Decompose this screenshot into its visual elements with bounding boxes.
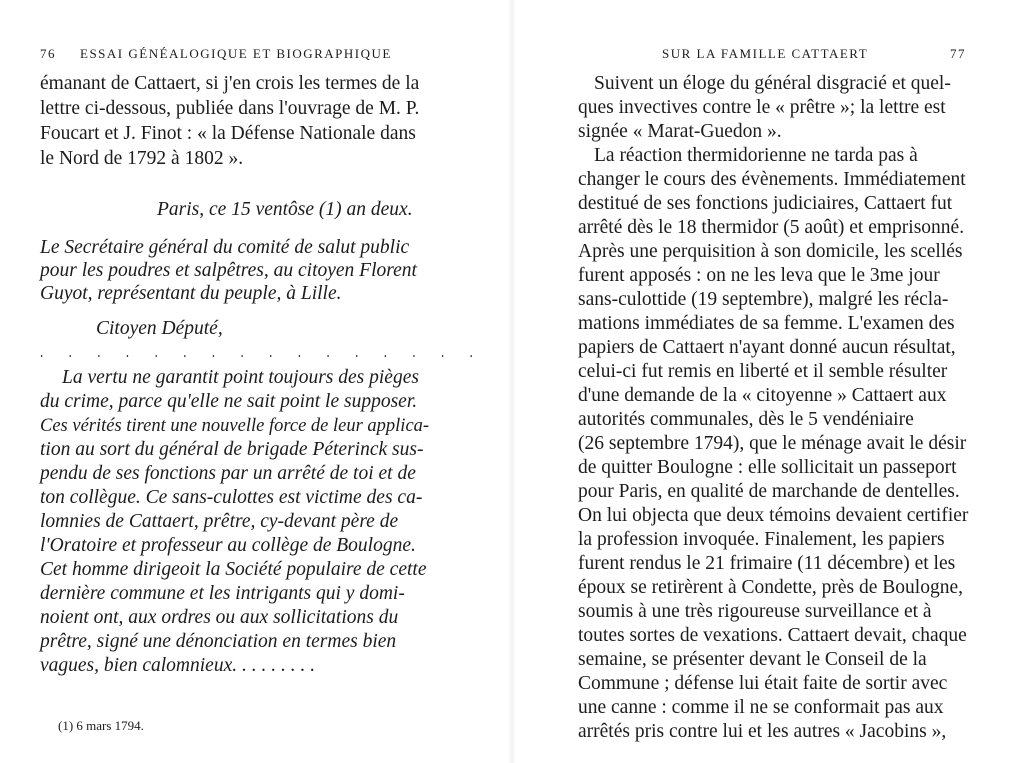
letter-salutation: Citoyen Député, — [96, 318, 223, 339]
body-line: On lui objecta que deux témoins devaient certifier — [578, 505, 969, 526]
footnote: (1) 6 mars 1794. — [58, 718, 144, 733]
body-line: soumis à une très rigoureuse surveillance et à — [578, 601, 932, 622]
body-line: époux se retirèrent à Condette, près de Boulogne, — [578, 577, 964, 598]
body-line: Commune ; défense lui était faite de sortir avec — [578, 673, 948, 694]
address-line: Guyot, représentant du peuple, à Lille. — [40, 283, 342, 304]
body-line: Après une perquisition à son domicile, les scellés — [578, 241, 963, 262]
body-line: (26 septembre 1794), que le ménage avait le désir — [578, 433, 967, 454]
body-line: la profession invoquée. Finalement, les papiers — [578, 529, 945, 550]
left-running-head: ESSAI GÉNÉALOGIQUE ET BIOGRAPHIQUE — [80, 46, 392, 61]
body-line: semaine, se présenter devant le Conseil de la — [578, 649, 927, 670]
body-line: sans-culottide (19 septembre), malgré les récla- — [578, 289, 949, 310]
letter-line: Cet homme dirigeoit la Société populaire de cette — [40, 559, 427, 580]
body-line: toutes sortes de vexations. Cattaert devait, chaque — [578, 625, 967, 646]
body-line: changer le cours des évènements. Immédiatement — [578, 169, 966, 190]
body-line: destitué de ses fonctions judiciaires, Cattaert fut — [578, 193, 953, 214]
letter-line: pendu de ses fonctions par un arrêté de toi et de — [40, 463, 416, 484]
right-page-number: 77 — [950, 46, 966, 61]
letter-line: tion au sort du général de brigade Péterinck sus- — [40, 439, 424, 460]
address-line: Le Secrétaire général du comité de salut public — [40, 237, 410, 258]
body-line: mations immédiates de sa femme. L'examen des — [578, 313, 955, 334]
body-line: pour Paris, en qualité de marchande de dentelles. — [578, 481, 960, 502]
intro-line: émanant de Cattaert, si j'en crois les termes de la — [40, 73, 420, 94]
body-line: d'une demande de la « citoyenne » Cattaert aux — [578, 385, 947, 406]
letter-line: du crime, parce qu'elle ne sait point le supposer. — [40, 391, 418, 412]
letter-line: Ces vérités tirent une nouvelle force de leur applica- — [40, 416, 430, 436]
letter-line: l'Oratoire et professeur au collège de Boulogne. — [40, 535, 416, 556]
letter-line: ton collègue. Ce sans-culottes est victime des ca- — [40, 487, 423, 508]
letter-line: dernière commune et les intrigants qui y domi- — [40, 583, 405, 604]
body-line: furent apposés : on ne les leva que le 3me jour — [578, 265, 940, 286]
body-line: furent rendus le 21 frimaire (11 décembre) et les — [578, 553, 956, 574]
address-line: pour les poudres et salpêtres, au citoyen Florent — [40, 260, 417, 281]
body-line: Suivent un éloge du général disgracié et quel- — [594, 73, 951, 94]
intro-line: Foucart et J. Finot : « la Défense Nationale dans — [40, 123, 416, 144]
letter-line: noient ont, aux ordres ou aux sollicitations du — [40, 607, 399, 628]
body-line: celui-ci fut remis en liberté et il semble résulter — [578, 361, 948, 382]
body-line: autorités communales, dès le 5 vendéniaire — [578, 409, 914, 430]
right-running-head: SUR LA FAMILLE CATTAERT — [662, 46, 869, 61]
intro-line: le Nord de 1792 à 1802 ». — [40, 148, 244, 169]
body-line: arrêté dès le 18 thermidor (5 août) et emprisonné. — [578, 217, 965, 238]
body-line: ques invectives contre le « prêtre »; la lettre est — [578, 97, 946, 118]
intro-line: lettre ci-dessous, publiée dans l'ouvrage de M. P. — [40, 98, 420, 119]
body-line: signée « Marat-Guedon ». — [578, 121, 782, 142]
body-line: arrêtés pris contre lui et les autres « Jacobins », — [578, 721, 947, 742]
left-page-number: 76 — [40, 46, 56, 61]
body-line: La réaction thermidorienne ne tarda pas à — [594, 145, 918, 166]
letter-line: La vertu ne garantit point toujours des pièges — [62, 367, 419, 388]
ellipsis-row: . . . . . . . . . . . . . . . . — [40, 344, 484, 361]
letter-line: lomnies de Cattaert, prêtre, cy-devant père de — [40, 511, 399, 532]
right-page — [512, 0, 1024, 763]
letter-line: vagues, bien calomnieux. . . . . . . . . — [40, 655, 316, 676]
body-line: de quitter Boulogne : elle sollicitait un passeport — [578, 457, 957, 478]
letter-line: prêtre, signé une dénonciation en termes bien — [40, 631, 397, 652]
letter-dateline: Paris, ce 15 ventôse (1) an deux. — [157, 199, 413, 220]
body-line: une canne : comme il ne se conformait pas aux — [578, 697, 944, 718]
body-line: papiers de Cattaert n'ayant donné aucun résultat, — [578, 337, 956, 358]
